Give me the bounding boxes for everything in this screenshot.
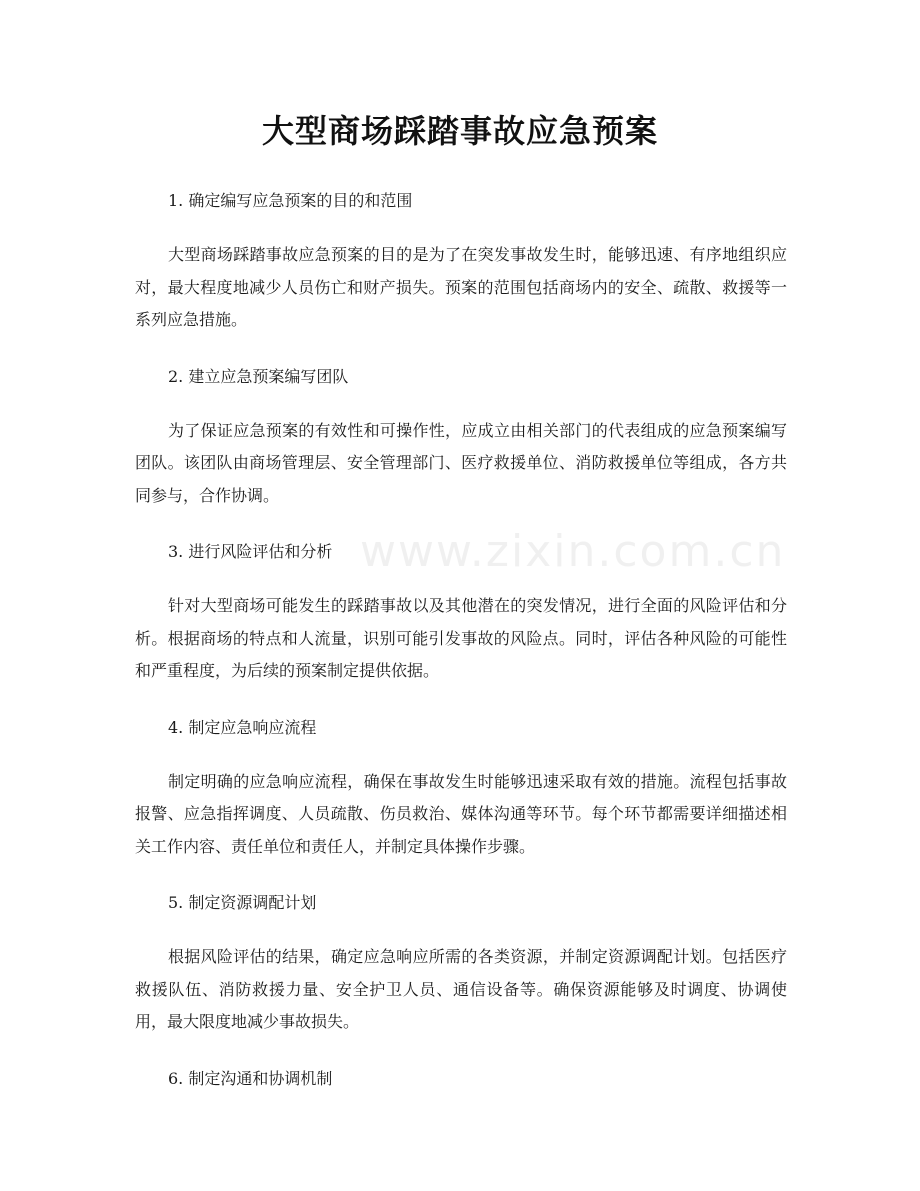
section-2 (135, 359, 787, 513)
section-heading: 3. 进行风险评估和分析 (168, 542, 333, 561)
document-content (135, 183, 787, 1097)
section-heading: 4. 制定应急响应流程 (168, 717, 317, 737)
section-heading: 5. 制定资源调配计划 (168, 893, 317, 912)
section-paragraph: 制定明确的应急响应流程，确保在事故发生时能够迅速采取有效的措施。流程包括事故报警、应急指挥调度、人员疏散、伤员救治、媒体沟通等环节。每个环节都需要详细描述相关工作内容、责任单位和责任人，并制定具体操作步骤。 (135, 771, 787, 856)
section-paragraph: 根据风险评估的结果，确定应急响应所需的各类资源，并制定资源调配计划。包括医疗救援队伍、消防救援力量、安全护卫人员、通信设备等。确保资源能够及时调度、协调使用，最大限度地减少事故损失。 (135, 947, 787, 1031)
section-5 (135, 885, 787, 1039)
watermark: www.zixin.com.cn (360, 526, 786, 577)
document-title: 大型商场踩踏事故应急预案 (261, 112, 658, 150)
section-heading: 1. 确定编写应急预案的目的和范围 (168, 191, 413, 210)
section-paragraph: 针对大型商场可能发生的踩踏事故以及其他潜在的突发情况，进行全面的风险评估和分析。根据商场的特点和人流量，识别可能引发事故的风险点。同时，评估各种风险的可能性和严重程度，为后续的预案制定提供依据。 (135, 596, 787, 680)
section-1 (135, 183, 787, 337)
section-paragraph: 大型商场踩踏事故应急预案的目的是为了在突发事故发生时，能够迅速、有序地组织应对，最大程度地减少人员伤亡和财产损失。预案的范围包括商场内的安全、疏散、救援等一系列应急措施。 (135, 245, 787, 329)
section-heading: 6. 制定沟通和协调机制 (168, 1068, 333, 1088)
section-3 (135, 534, 787, 688)
section-heading: 2. 建立应急预案编写团队 (168, 366, 349, 386)
section-4 (135, 710, 787, 864)
section-paragraph: 为了保证应急预案的有效性和可操作性，应成立由相关部门的代表组成的应急预案编写团队。该团队由商场管理层、安全管理部门、医疗救援单位、消防救援单位等组成，各方共同参与，合作协调。 (135, 420, 787, 505)
section-6 (135, 1061, 787, 1097)
